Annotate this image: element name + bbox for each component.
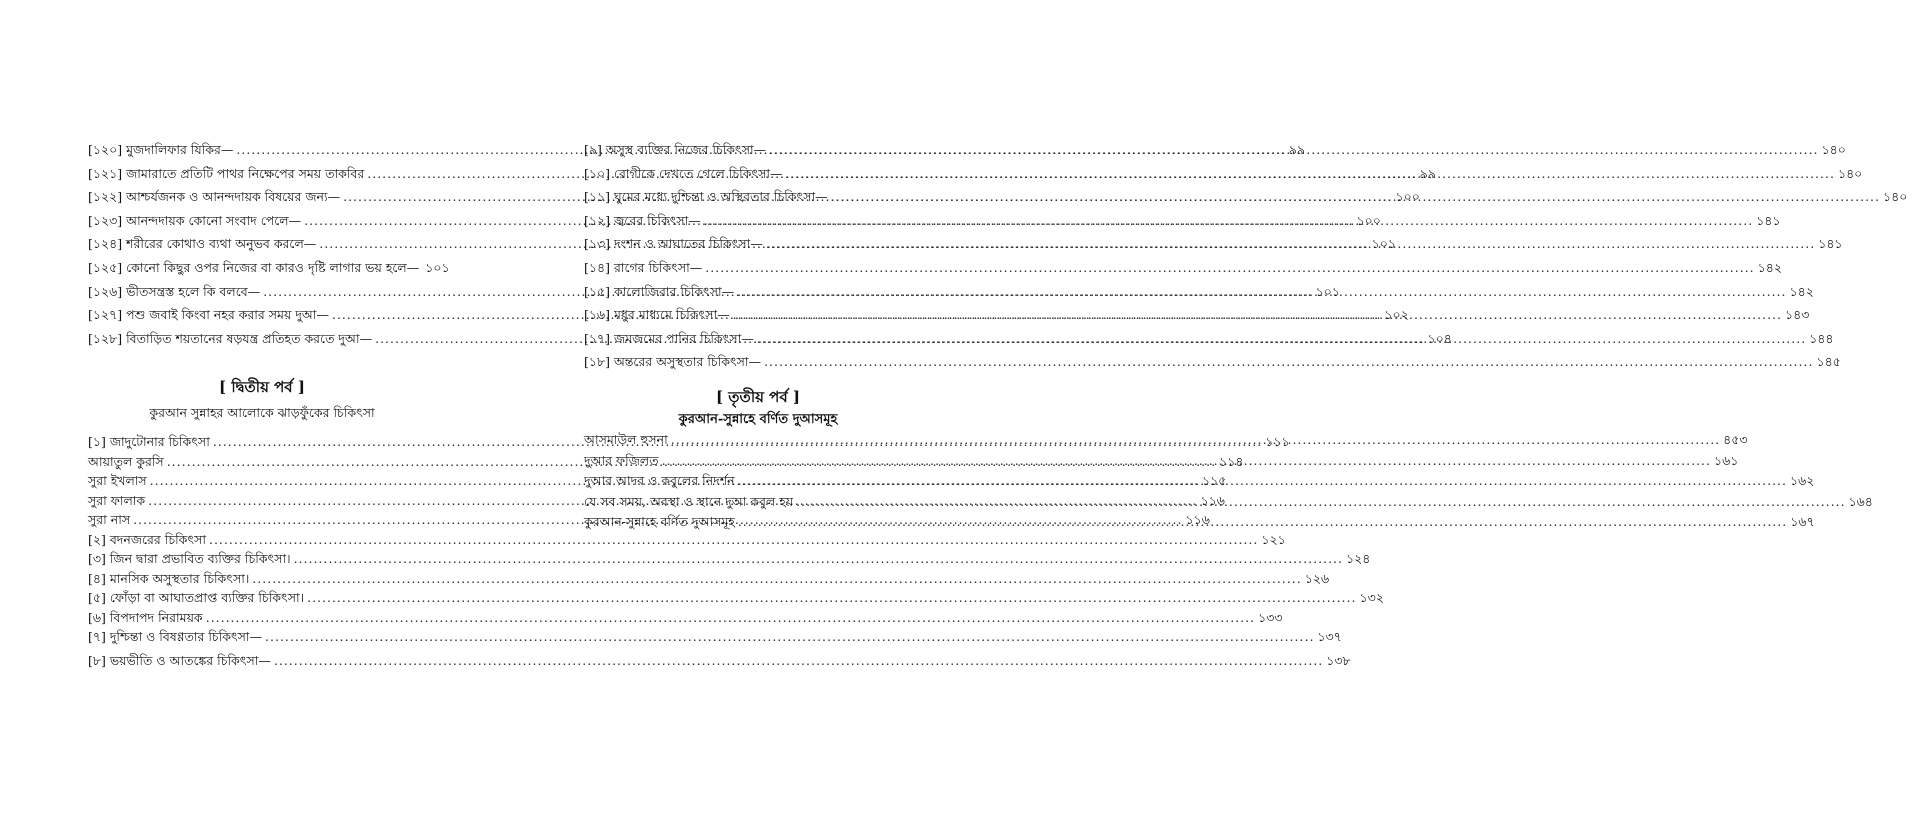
toc-entry-title: [১] জাদুটোনার চিকিৎসা: [88, 434, 210, 449]
toc-entry-title: [১৪] রাগের চিকিৎসা—: [584, 259, 703, 275]
toc-entry-title: [১২৭] পশু জবাই কিংবা নহর করার সময় দুআ—: [88, 307, 329, 323]
toc-entry-title: [১৭] জমজমের পানির চিকিৎসা—: [584, 330, 754, 346]
toc-entry[interactable]: [88, 551, 1371, 571]
toc-leader-dots: [757, 331, 1806, 346]
toc-entry-title: [১৬] মধুর মাধ্যমে চিকিৎসা—: [584, 307, 730, 323]
toc-entry[interactable]: [88, 570, 1330, 591]
toc-entry-page: ১৬২: [1790, 473, 1815, 488]
toc-entry-page: ১১৬: [1185, 512, 1210, 527]
toc-entry-title: আয়াতুল কুরসি: [88, 453, 164, 469]
part2-subtitle: কুরআন সুন্নাহর আলোকে ঝাড়ফুঁকের চিকিৎসা: [149, 405, 375, 420]
toc-entry-page: ১৪৩: [1785, 307, 1810, 323]
toc-leader-dots: [671, 432, 1720, 447]
toc-entry-title: [৫] ফোঁড়া বা আঘাতপ্রাপ্ত ব্যক্তির চিকিৎসা।: [88, 590, 305, 605]
toc-entry-title: দুআর ফজিলত: [584, 452, 659, 468]
toc-entry-title: [১০] রোগীকে দেখতে গেলে চিকিৎসা—: [584, 165, 783, 181]
toc-entry[interactable]: [584, 259, 1782, 284]
toc-entry-title: আসমাউল হুসনা: [584, 432, 668, 447]
toc-entry-title: কুরআন-সুন্নাহে বর্ণিত দুআসমূহ: [584, 514, 735, 529]
toc-leader-dots: [766, 236, 1815, 251]
toc-entry-page: ১০২: [1384, 307, 1409, 323]
toc-entry-title: [১২০] মুজদালিফার যিকির—: [88, 142, 234, 157]
toc-leader-dots: [737, 284, 1786, 299]
toc-entry-page: ১৪৫: [1816, 354, 1841, 370]
toc-entry-title: [১২৪] শরীরের কোথাও ব্যথা অনুভব করলে—: [88, 236, 317, 252]
toc-entry-page: ১০০: [1356, 212, 1381, 228]
toc-entry-page: ১৩২: [1359, 590, 1384, 605]
toc-entry-page: ১৪০: [1821, 142, 1846, 157]
toc-entry-page: ৯৯: [1419, 165, 1436, 181]
toc-entry-page: ১০০: [1395, 189, 1420, 205]
toc-leader-dots: [831, 189, 1880, 204]
toc-leader-dots: [764, 354, 1813, 369]
toc-entry[interactable]: [88, 590, 1384, 610]
toc-entry-page: ১৪৪: [1809, 330, 1834, 346]
toc-entry-page: ১৪২: [1789, 283, 1814, 299]
toc-entry-title: [১৫] কালোজিরার চিকিৎসা—: [584, 283, 735, 299]
toc-entry-page: ৯৯: [1288, 142, 1306, 157]
toc-entry-page: ১১৫: [1202, 473, 1227, 488]
toc-entry-title: [২] বদনজরের চিকিৎসা: [88, 531, 206, 547]
toc-entry-title: [৬] বিপদাপদ নিরাময়ক: [88, 609, 203, 625]
toc-entry-title: [১২৩] আনন্দদায়ক কোনো সংবাদ পেলে—: [88, 212, 302, 228]
toc-entry[interactable]: [88, 531, 1286, 552]
toc-entry-title: [১৮] অন্তরের অসুস্থতার চিকিৎসা—: [584, 354, 762, 370]
toc-entry-page: ১৪০: [1837, 165, 1863, 181]
toc-entry-page: ১২১: [1261, 531, 1286, 547]
toc-entry-title: সুরা নাস: [88, 512, 131, 527]
part2-heading: [ দ্বিতীয় পর্ব ]: [219, 378, 305, 396]
toc-entry-title: [৯] অসুস্থ ব্যক্তির নিজের চিকিৎসা—: [584, 142, 767, 157]
toc-entry-page: ১৩৩: [1258, 609, 1283, 625]
toc-entry-page: ১২৪: [1345, 551, 1371, 566]
toc-entry-page: ১২৬: [1304, 570, 1330, 586]
toc-entry-title: [৭] দুশ্চিন্তা ও বিষণ্ণতার চিকিৎসা—: [88, 629, 263, 644]
toc-entry-title: যে সব সময়, অবস্থা ও স্থানে দুআ কবুল হয়: [584, 493, 794, 509]
toc-entry-page: ১১১: [1265, 434, 1290, 449]
toc-leader-dots: [786, 166, 1835, 181]
toc-entry-title: [১২৬] ভীতসন্ত্রস্ত হলে কি বলবে—: [88, 283, 261, 299]
toc-entry-page: ১০১: [1315, 283, 1340, 299]
toc-entry-title: [৪] মানসিক অসুস্থতার চিকিৎসা।: [88, 570, 250, 586]
toc-entry-title: দুআর আদব ও কবুলের নিদর্শন: [584, 473, 735, 488]
toc-entry-title: [১৩] দংশন ও আঘাতের চিকিৎসা—: [584, 236, 763, 252]
toc-entry-title: [৩] জিন দ্বারা প্রভাবিত ব্যক্তির চিকিৎসা।: [88, 551, 291, 566]
part3-subtitle: কুরআন-সুন্নাহে বর্ণিত দুআসমূহ: [678, 412, 838, 427]
toc-entry[interactable]: [88, 609, 1283, 630]
toc-entry-page: ১৪২: [1757, 259, 1782, 275]
toc-entry-title: [১২২] আশ্চর্যজনক ও আনন্দদায়ক বিষয়ের জন্য—: [88, 189, 341, 205]
toc-leader-dots: [738, 514, 1787, 529]
toc-entry-page: ১৩৭: [1317, 629, 1342, 644]
toc-entry-title: [১২৮] বিতাড়িত শয়তানের ষড়যন্ত্র প্রতিহত করতে দুআ—: [88, 330, 373, 346]
toc-leader-dots: [705, 260, 1754, 275]
toc-entry-page: ১৬১: [1713, 452, 1739, 468]
toc-entry-page: ১৪১: [1818, 236, 1843, 252]
part3-heading: [ তৃতীয় পর্ব ]: [715, 388, 801, 406]
toc-entry-title: [১২৫] কোনো কিছুর ওপর নিজের বা কারও দৃষ্টি লাগার ভয় হলে—: [88, 259, 420, 275]
toc-entry[interactable]: [584, 354, 1841, 378]
toc-entry-page: ৪৫৩: [1723, 432, 1748, 447]
toc-leader-dots: [769, 142, 1818, 157]
toc-leader-dots: [733, 307, 1782, 322]
toc-entry-title: [১২১] জামারাতে প্রতিটি পাথর নিক্ষেপের সময় তাকবির: [88, 165, 365, 181]
toc-entry-page: ১১৪: [1219, 453, 1244, 469]
toc-entry-title: সুরা ইখলাস: [88, 473, 147, 488]
toc-entry-title: [১১] ঘুমের মধ্যে দুশ্চিন্তা ও অস্থিরতার চিকিৎসা—: [584, 189, 828, 205]
toc-entry-page: ১৪০: [1883, 189, 1908, 205]
toc-entry-page: ১৬৪: [1848, 493, 1873, 509]
toc-entry[interactable]: [88, 629, 1342, 653]
toc-leader-dots: [662, 453, 1711, 468]
toc-entry-page: ১০১: [1371, 236, 1397, 252]
toc-entry[interactable]: [88, 652, 1351, 677]
toc-leader-dots: [796, 494, 1845, 509]
toc-entry-page: ১০১: [425, 259, 450, 275]
toc-entry-title: [৮] ভয়ভীতি ও আতঙ্কের চিকিৎসা—: [88, 652, 271, 668]
toc-entry-page: ১৬৭: [1790, 514, 1815, 529]
toc-leader-dots: [704, 213, 1753, 228]
toc-entry-title: [১২] জ্বরের চিকিৎসা—: [584, 212, 701, 228]
toc-entry-page: ১৪১: [1756, 212, 1781, 228]
toc-entry-page: ১৩৮: [1326, 652, 1351, 668]
toc-entry-page: ১১৬: [1200, 492, 1225, 508]
toc-entry[interactable]: [88, 259, 450, 284]
toc-leader-dots: [738, 473, 1787, 488]
toc-entry-title: সুরা ফালাক: [88, 492, 146, 508]
toc-entry-page: ১০৪: [1427, 330, 1452, 346]
